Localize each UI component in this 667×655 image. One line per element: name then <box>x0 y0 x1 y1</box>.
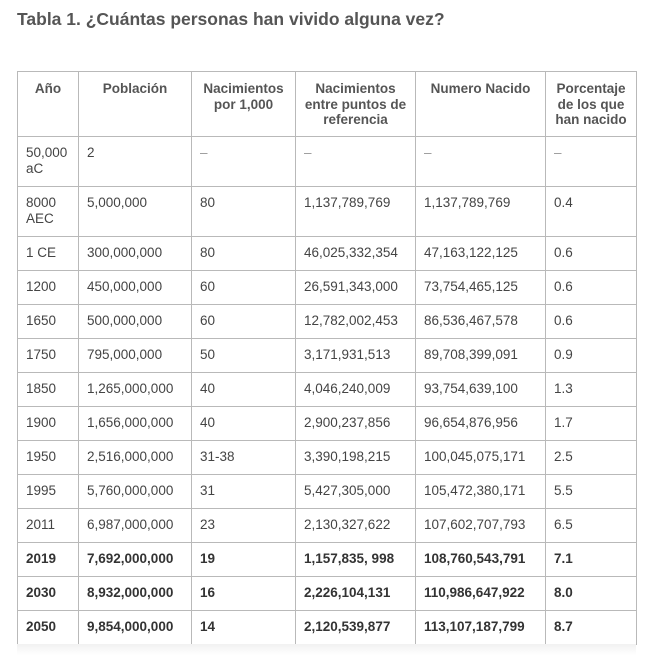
table-row <box>18 271 637 305</box>
header-births-between-benchmarks: Nacimientos entre puntos de referencia <box>296 72 416 137</box>
percent-born-cell: 0.4 <box>546 187 637 237</box>
header-births-per-1000: Nacimientos por 1,000 <box>192 72 296 137</box>
year-cell: 1200 <box>18 271 79 305</box>
header-percent-born: Porcentaje de los que han nacido <box>546 72 637 137</box>
population-cell: 6,987,000,000 <box>79 509 192 543</box>
table-header <box>18 72 637 137</box>
population-cell: 9,854,000,000 <box>79 611 192 645</box>
number-born-cell: 107,602,707,793 <box>416 509 546 543</box>
table-row <box>18 305 637 339</box>
table-row <box>18 509 637 543</box>
births-between-cell: 26,591,343,000 <box>296 271 416 305</box>
percent-born-cell: 0.6 <box>546 271 637 305</box>
year-cell: 1900 <box>18 407 79 441</box>
year-cell: 1995 <box>18 475 79 509</box>
year-cell: 2030 <box>18 577 79 611</box>
population-cell: 300,000,000 <box>79 237 192 271</box>
births-between-cell: 2,120,539,877 <box>296 611 416 645</box>
table-row <box>18 441 637 475</box>
percent-born-cell: 8.0 <box>546 577 637 611</box>
population-cell: 1,265,000,000 <box>79 373 192 407</box>
population-cell: 5,000,000 <box>79 187 192 237</box>
year-cell: 2050 <box>18 611 79 645</box>
population-cell: 500,000,000 <box>79 305 192 339</box>
population-cell: 450,000,000 <box>79 271 192 305</box>
births-per-1000-cell: 50 <box>192 339 296 373</box>
births-between-cell: 2,900,237,856 <box>296 407 416 441</box>
year-cell: 1850 <box>18 373 79 407</box>
percent-born-cell: 0.6 <box>546 305 637 339</box>
percent-born-cell: 1.7 <box>546 407 637 441</box>
births-between-cell: 3,171,931,513 <box>296 339 416 373</box>
births-per-1000-cell: 16 <box>192 577 296 611</box>
births-per-1000-cell: 23 <box>192 509 296 543</box>
number-born-cell: 86,536,467,578 <box>416 305 546 339</box>
table-row <box>18 611 637 645</box>
percent-born-cell: – <box>546 137 637 187</box>
births-between-cell: 2,226,104,131 <box>296 577 416 611</box>
population-table <box>17 71 637 645</box>
births-per-1000-cell: – <box>192 137 296 187</box>
births-per-1000-cell: 19 <box>192 543 296 577</box>
births-between-cell: 46,025,332,354 <box>296 237 416 271</box>
year-cell: 2011 <box>18 509 79 543</box>
births-between-cell: 4,046,240,009 <box>296 373 416 407</box>
number-born-cell: 89,708,399,091 <box>416 339 546 373</box>
year-cell: 2019 <box>18 543 79 577</box>
table-body <box>18 137 637 645</box>
header-row <box>18 72 637 137</box>
births-between-cell: 5,427,305,000 <box>296 475 416 509</box>
births-between-cell: – <box>296 137 416 187</box>
number-born-cell: 108,760,543,791 <box>416 543 546 577</box>
births-between-cell: 1,137,789,769 <box>296 187 416 237</box>
births-per-1000-cell: 60 <box>192 305 296 339</box>
percent-born-cell: 8.7 <box>546 611 637 645</box>
table-row <box>18 187 637 237</box>
year-cell: 50,000 aC <box>18 137 79 187</box>
percent-born-cell: 0.6 <box>546 237 637 271</box>
year-cell: 8000 AEC <box>18 187 79 237</box>
table-row <box>18 543 637 577</box>
table-row <box>18 475 637 509</box>
population-cell: 5,760,000,000 <box>79 475 192 509</box>
births-per-1000-cell: 80 <box>192 187 296 237</box>
percent-born-cell: 0.9 <box>546 339 637 373</box>
table-row <box>18 339 637 373</box>
number-born-cell: 110,986,647,922 <box>416 577 546 611</box>
table-row <box>18 407 637 441</box>
births-per-1000-cell: 40 <box>192 407 296 441</box>
percent-born-cell: 1.3 <box>546 373 637 407</box>
population-cell: 7,692,000,000 <box>79 543 192 577</box>
table-row <box>18 373 637 407</box>
population-cell: 1,656,000,000 <box>79 407 192 441</box>
births-per-1000-cell: 31 <box>192 475 296 509</box>
percent-born-cell: 2.5 <box>546 441 637 475</box>
number-born-cell: 47,163,122,125 <box>416 237 546 271</box>
births-per-1000-cell: 60 <box>192 271 296 305</box>
births-between-cell: 1,157,835, 998 <box>296 543 416 577</box>
table-row <box>18 137 637 187</box>
number-born-cell: 93,754,639,100 <box>416 373 546 407</box>
births-between-cell: 3,390,198,215 <box>296 441 416 475</box>
births-per-1000-cell: 14 <box>192 611 296 645</box>
year-cell: 1650 <box>18 305 79 339</box>
number-born-cell: 73,754,465,125 <box>416 271 546 305</box>
percent-born-cell: 5.5 <box>546 475 637 509</box>
births-between-cell: 12,782,002,453 <box>296 305 416 339</box>
number-born-cell: 113,107,187,799 <box>416 611 546 645</box>
number-born-cell: 96,654,876,956 <box>416 407 546 441</box>
bottom-shadow <box>17 644 636 655</box>
header-number-born: Numero Nacido <box>416 72 546 137</box>
year-cell: 1750 <box>18 339 79 373</box>
year-cell: 1 CE <box>18 237 79 271</box>
header-year: Año <box>18 72 79 137</box>
header-population: Población <box>79 72 192 137</box>
percent-born-cell: 6.5 <box>546 509 637 543</box>
births-per-1000-cell: 80 <box>192 237 296 271</box>
births-per-1000-cell: 31-38 <box>192 441 296 475</box>
percent-born-cell: 7.1 <box>546 543 637 577</box>
number-born-cell: – <box>416 137 546 187</box>
year-cell: 1950 <box>18 441 79 475</box>
number-born-cell: 100,045,075,171 <box>416 441 546 475</box>
number-born-cell: 105,472,380,171 <box>416 475 546 509</box>
population-cell: 2,516,000,000 <box>79 441 192 475</box>
table-title: Tabla 1. ¿Cuántas personas han vivido alguna vez? <box>17 9 445 29</box>
table-row <box>18 237 637 271</box>
population-cell: 2 <box>79 137 192 187</box>
table-row <box>18 577 637 611</box>
births-per-1000-cell: 40 <box>192 373 296 407</box>
number-born-cell: 1,137,789,769 <box>416 187 546 237</box>
population-cell: 795,000,000 <box>79 339 192 373</box>
births-between-cell: 2,130,327,622 <box>296 509 416 543</box>
population-cell: 8,932,000,000 <box>79 577 192 611</box>
